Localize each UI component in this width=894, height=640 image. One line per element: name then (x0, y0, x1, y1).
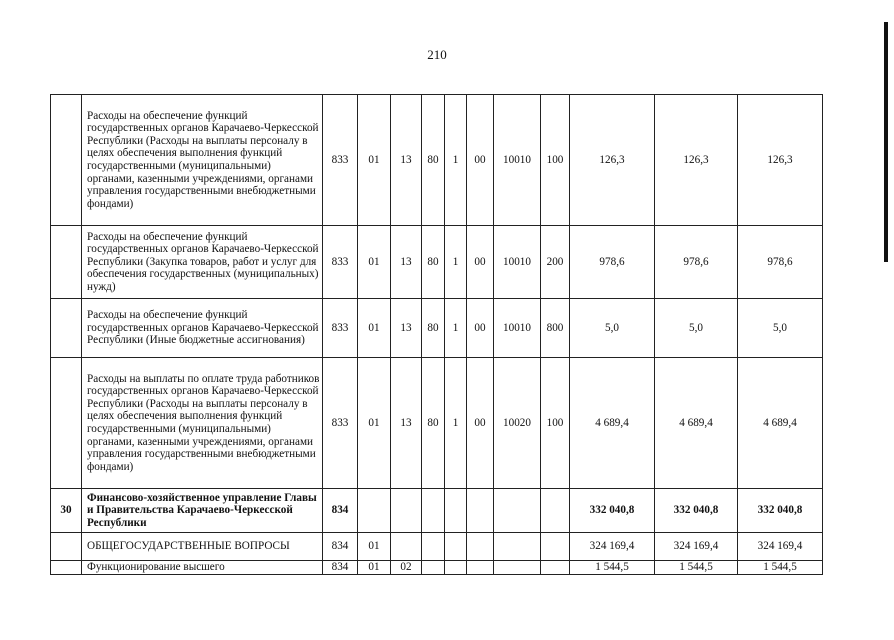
row-name: Расходы на выплаты по оплате труда работников государственных органов Карачаево-Черкесской Республики (Расходы на выплаты персоналу в целях обеспечения выполнения функций государственными (муниципальными) органами, казенными учреждениями, органами управления государственными внебюджетными фондами) (82, 358, 323, 489)
code-main-event: 00 (467, 226, 494, 299)
code-subprogram: 1 (445, 299, 467, 358)
amount-year-2: 126,3 (655, 95, 738, 226)
code-program (422, 489, 445, 533)
code-rz: 01 (358, 226, 391, 299)
code-ved: 833 (323, 299, 358, 358)
code-pr (391, 533, 422, 561)
code-subprogram (445, 489, 467, 533)
code-ved: 833 (323, 95, 358, 226)
table-row (51, 95, 823, 226)
row-number (51, 226, 82, 299)
code-pr: 13 (391, 299, 422, 358)
code-main-event (467, 561, 494, 575)
table-row (51, 561, 823, 575)
code-main-event: 00 (467, 299, 494, 358)
row-number (51, 95, 82, 226)
code-direction: 10010 (494, 299, 541, 358)
amount-year-1: 978,6 (570, 226, 655, 299)
code-direction: 10020 (494, 358, 541, 489)
code-ved: 834 (323, 489, 358, 533)
table-row (51, 489, 823, 533)
code-program (422, 533, 445, 561)
amount-year-3: 978,6 (738, 226, 823, 299)
scan-edge-mark (884, 22, 888, 262)
code-program: 80 (422, 299, 445, 358)
code-main-event: 00 (467, 95, 494, 226)
amount-year-1: 324 169,4 (570, 533, 655, 561)
amount-year-2: 5,0 (655, 299, 738, 358)
table-row (51, 226, 823, 299)
code-rz: 01 (358, 95, 391, 226)
row-name: Функционирование высшего (82, 561, 323, 575)
code-program: 80 (422, 95, 445, 226)
row-name: Расходы на обеспечение функций государственных органов Карачаево-Черкесской Республики (Расходы на выплаты персоналу в целях обеспечения выполнения функций государственными (муниципальными) органами, казенными учреждениями, органами управления государственными внебюджетными фондами) (82, 95, 323, 226)
code-program: 80 (422, 226, 445, 299)
code-direction: 10010 (494, 95, 541, 226)
code-rz (358, 489, 391, 533)
amount-year-3: 332 040,8 (738, 489, 823, 533)
code-program (422, 561, 445, 575)
table-row (51, 299, 823, 358)
code-subprogram (445, 561, 467, 575)
amount-year-3: 5,0 (738, 299, 823, 358)
code-rz: 01 (358, 561, 391, 575)
code-pr: 13 (391, 358, 422, 489)
code-ved: 834 (323, 533, 358, 561)
amount-year-2: 978,6 (655, 226, 738, 299)
code-direction: 10010 (494, 226, 541, 299)
code-ved: 834 (323, 561, 358, 575)
code-vr: 200 (541, 226, 570, 299)
table-row (51, 533, 823, 561)
amount-year-2: 1 544,5 (655, 561, 738, 575)
page-number: 210 (427, 47, 447, 62)
code-main-event (467, 489, 494, 533)
code-main-event: 00 (467, 358, 494, 489)
budget-table (50, 94, 823, 575)
amount-year-2: 4 689,4 (655, 358, 738, 489)
amount-year-2: 324 169,4 (655, 533, 738, 561)
code-ved: 833 (323, 226, 358, 299)
amount-year-3: 126,3 (738, 95, 823, 226)
amount-year-2: 332 040,8 (655, 489, 738, 533)
row-number (51, 299, 82, 358)
code-vr: 100 (541, 358, 570, 489)
amount-year-1: 1 544,5 (570, 561, 655, 575)
table-row (51, 358, 823, 489)
amount-year-3: 1 544,5 (738, 561, 823, 575)
code-subprogram: 1 (445, 95, 467, 226)
code-pr: 13 (391, 95, 422, 226)
code-program: 80 (422, 358, 445, 489)
amount-year-3: 4 689,4 (738, 358, 823, 489)
row-name: Расходы на обеспечение функций государственных органов Карачаево-Черкесской Республики (Иные бюджетные ассигнования) (82, 299, 323, 358)
code-pr: 13 (391, 226, 422, 299)
amount-year-1: 5,0 (570, 299, 655, 358)
code-vr (541, 533, 570, 561)
code-rz: 01 (358, 533, 391, 561)
code-main-event (467, 533, 494, 561)
code-vr (541, 561, 570, 575)
row-number (51, 561, 82, 575)
amount-year-3: 324 169,4 (738, 533, 823, 561)
code-pr: 02 (391, 561, 422, 575)
row-number (51, 533, 82, 561)
row-name: Финансово-хозяйственное управление Главы и Правительства Карачаево-Черкесской Республики (82, 489, 323, 533)
code-ved: 833 (323, 358, 358, 489)
code-direction (494, 533, 541, 561)
code-vr: 100 (541, 95, 570, 226)
code-direction (494, 489, 541, 533)
code-rz: 01 (358, 299, 391, 358)
code-rz: 01 (358, 358, 391, 489)
row-name: Расходы на обеспечение функций государственных органов Карачаево-Черкесской Республики (Закупка товаров, работ и услуг для обеспечения государственных (муниципальных) нужд) (82, 226, 323, 299)
code-vr: 800 (541, 299, 570, 358)
amount-year-1: 4 689,4 (570, 358, 655, 489)
code-pr (391, 489, 422, 533)
code-vr (541, 489, 570, 533)
code-subprogram: 1 (445, 226, 467, 299)
code-subprogram: 1 (445, 358, 467, 489)
row-name: ОБЩЕГОСУДАРСТВЕННЫЕ ВОПРОСЫ (82, 533, 323, 561)
code-subprogram (445, 533, 467, 561)
amount-year-1: 332 040,8 (570, 489, 655, 533)
amount-year-1: 126,3 (570, 95, 655, 226)
row-number (51, 358, 82, 489)
code-direction (494, 561, 541, 575)
row-number: 30 (51, 489, 82, 533)
